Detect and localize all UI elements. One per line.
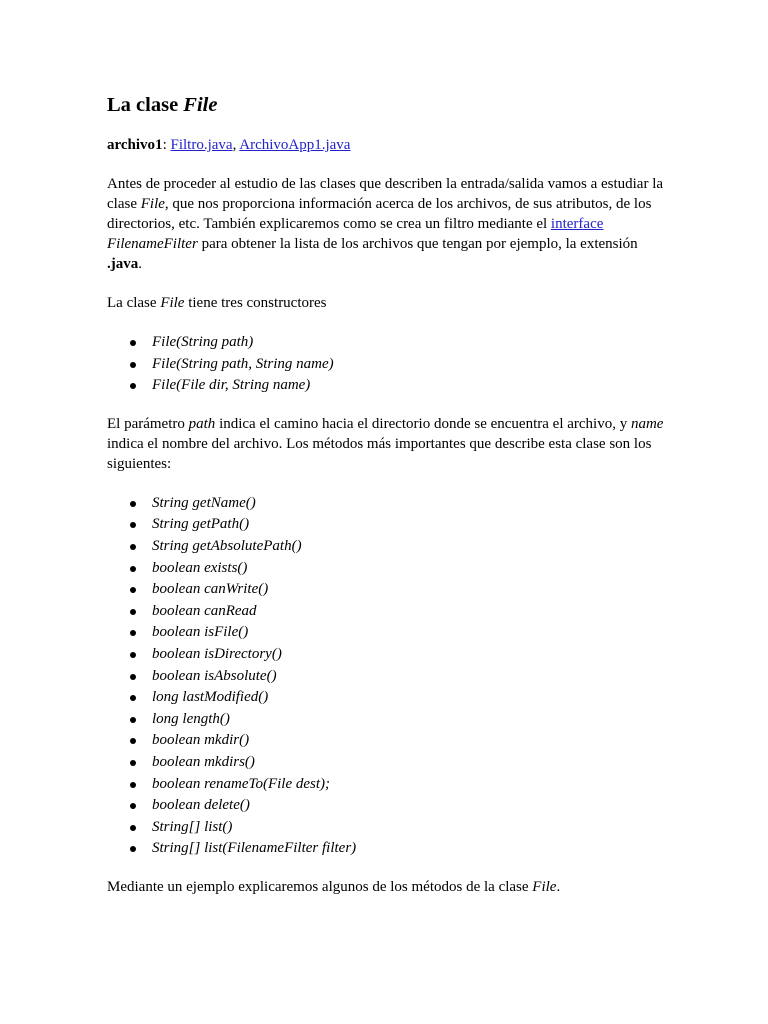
list-item: boolean isAbsolute() [152, 666, 667, 688]
intro-text-1: Antes de proceder al estudio de las clases que describen la entrada/salida vamos a estudiar la clase [107, 176, 664, 212]
files-label: archivo1 [107, 137, 163, 153]
list-item: boolean isDirectory() [152, 644, 667, 666]
closing-paragraph [107, 877, 667, 897]
page-title [107, 92, 667, 118]
params-emph-name: name [630, 415, 664, 432]
intro-bold-java: .java [107, 256, 139, 272]
list-item: boolean exists() [152, 558, 667, 580]
params-text-3: indica el nombre del archivo. Los métodos más importantes que describe esta clase son los siguientes: [107, 435, 652, 472]
filtro-java-link[interactable]: Filtro.java [170, 137, 233, 153]
constructors-intro-text-1: La clase [107, 295, 161, 311]
constructors-intro [107, 293, 667, 313]
list-item: String getName() [152, 493, 667, 515]
intro-emph-file: File [140, 196, 165, 212]
list-item: File(String path, String name) [152, 354, 667, 376]
files-comma: , [232, 137, 240, 153]
intro-text-4: para obtener la lista de los archivos que tengan por ejemplo, la extensión [197, 236, 638, 252]
params-emph-path: path [188, 415, 216, 432]
constructors-intro-text-2: tiene tres constructores [184, 295, 327, 311]
list-item: boolean canWrite() [152, 579, 667, 601]
closing-text-1: Mediante un ejemplo explicaremos algunos de los métodos de la clase [107, 878, 533, 895]
closing-text-2: . [556, 878, 561, 895]
constructors-intro-emph: File [160, 295, 185, 311]
list-item: String[] list(FilenameFilter filter) [152, 838, 667, 860]
list-item: String[] list() [152, 817, 667, 839]
list-item: boolean mkdir() [152, 730, 667, 752]
list-item: long length() [152, 709, 667, 731]
interface-link[interactable]: interface [550, 216, 604, 232]
title-emphasis: File [183, 94, 218, 116]
list-item: File(String path) [152, 332, 667, 354]
params-text-1: El parámetro [107, 415, 189, 432]
list-item: String getAbsolutePath() [152, 536, 667, 558]
list-item: boolean delete() [152, 795, 667, 817]
intro-text-5: . [138, 256, 142, 272]
list-item: boolean canRead [152, 601, 667, 623]
closing-emph-file: File [532, 878, 557, 895]
list-item: File(File dir, String name) [152, 375, 667, 397]
intro-paragraph [107, 174, 667, 274]
intro-text-2: , que nos proporciona información acerca de los archivos, de sus atributos, de los directorios, etc. También explicaremos como se crea un filtro mediante el [107, 196, 652, 232]
files-separator: : [162, 137, 171, 153]
archivoapp1-java-link[interactable]: ArchivoApp1.java [239, 137, 351, 153]
intro-emph-filenamefilter: FilenameFilter [107, 236, 198, 252]
list-item: boolean isFile() [152, 622, 667, 644]
params-paragraph [107, 414, 667, 474]
constructors-list [107, 332, 667, 397]
list-item: String getPath() [152, 514, 667, 536]
title-text: La clase [107, 94, 184, 116]
files-line [107, 135, 667, 155]
params-text-2: indica el camino hacia el directorio donde se encuentra el archivo, y [215, 415, 631, 432]
methods-list [107, 493, 667, 860]
list-item: boolean mkdirs() [152, 752, 667, 774]
list-item: boolean renameTo(File dest); [152, 774, 667, 796]
list-item: long lastModified() [152, 687, 667, 709]
document-page [107, 92, 667, 916]
